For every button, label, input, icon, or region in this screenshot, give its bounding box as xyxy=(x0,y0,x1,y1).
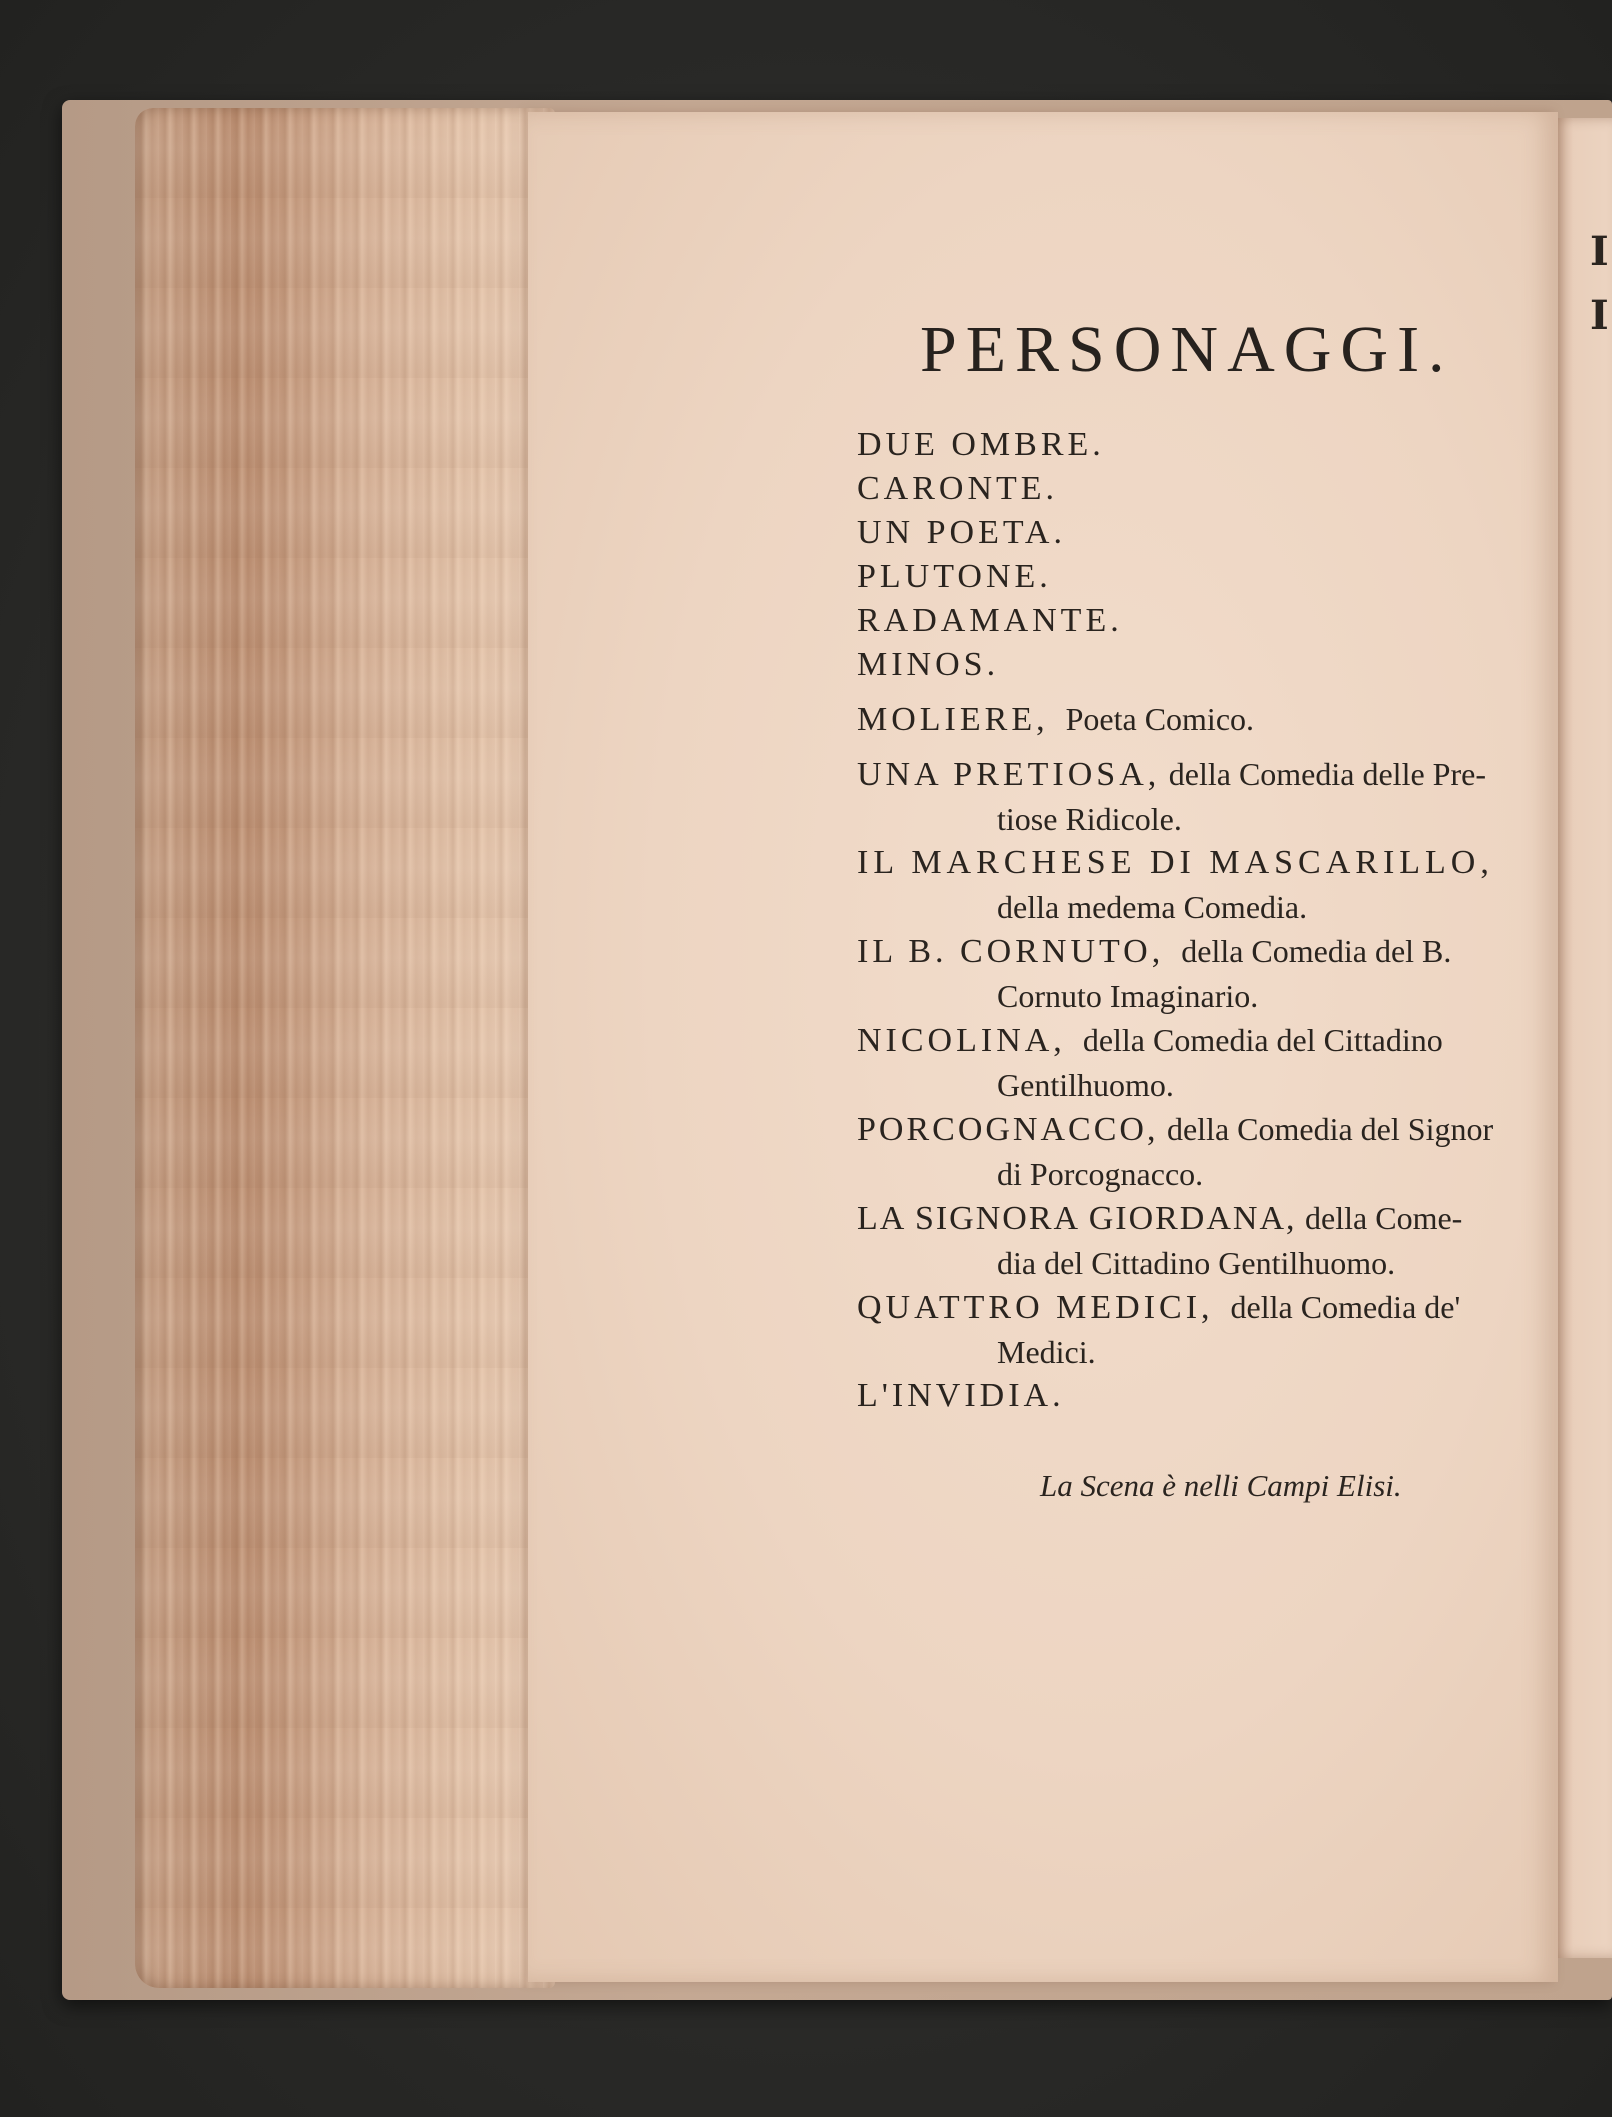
list-item xyxy=(857,643,1557,687)
role-name: LA SIGNORA GIORDANA, xyxy=(857,1200,1297,1237)
list-item xyxy=(857,929,1557,1018)
facing-page-glyph: I xyxy=(1590,292,1609,339)
list-item xyxy=(857,555,1557,599)
role-description-continued: Cornuto Imaginario. xyxy=(997,978,1259,1014)
role-name: MOLIERE, xyxy=(857,701,1049,738)
role-description: Poeta Comico. xyxy=(1065,701,1255,737)
role-description-continued: di Porcognacco. xyxy=(997,1156,1204,1192)
role-description: della Comedia de' xyxy=(1230,1289,1461,1325)
role-name: CARONTE. xyxy=(857,470,1059,507)
role-description-continued: Gentilhuomo. xyxy=(997,1067,1174,1103)
role-description: della Comedia delle Pre- xyxy=(1168,756,1486,792)
scene-note: La Scena è nelli Campi Elisi. xyxy=(1040,1468,1402,1503)
role-name: QUATTRO MEDICI, xyxy=(857,1289,1214,1326)
list-item xyxy=(857,841,1557,929)
role-description-continued: tiose Ridicole. xyxy=(997,801,1182,837)
cast-list xyxy=(857,423,1557,1418)
role-description: della Come- xyxy=(1305,1200,1463,1236)
role-name: IL MARCHESE DI MASCARILLO, xyxy=(857,844,1494,881)
role-name: MINOS. xyxy=(857,646,1000,683)
role-name: L'INVIDIA. xyxy=(857,1377,1065,1414)
role-name: RADAMANTE. xyxy=(857,602,1123,639)
list-item xyxy=(857,423,1557,467)
role-name: PORCOGNACCO, xyxy=(857,1111,1159,1148)
role-name: IL B. CORNUTO, xyxy=(857,933,1165,970)
role-description: della Comedia del Signor xyxy=(1166,1111,1494,1147)
role-name: NICOLINA, xyxy=(857,1022,1066,1059)
list-item xyxy=(857,752,1557,841)
list-item xyxy=(857,1107,1557,1196)
list-item xyxy=(857,467,1557,511)
list-item xyxy=(857,697,1557,742)
list-item xyxy=(857,1018,1557,1107)
page-edges xyxy=(135,108,555,1988)
list-item xyxy=(857,1196,1557,1285)
list-item xyxy=(857,1285,1557,1374)
role-description-continued: Medici. xyxy=(997,1334,1096,1370)
page-title: PERSONAGGI. xyxy=(920,313,1454,386)
facing-page xyxy=(1552,118,1612,1958)
role-description-continued: dia del Cittadino Gentilhuomo. xyxy=(997,1245,1396,1281)
list-item xyxy=(857,1374,1557,1418)
list-item xyxy=(857,599,1557,643)
role-description: della Comedia del Cittadino xyxy=(1082,1022,1443,1058)
role-description: della Comedia del B. xyxy=(1181,933,1452,969)
role-name: UNA PRETIOSA, xyxy=(857,756,1161,793)
facing-page-glyph: I xyxy=(1590,228,1609,275)
list-item xyxy=(857,511,1557,555)
role-name: UN POETA. xyxy=(857,514,1066,551)
role-name: DUE OMBRE. xyxy=(857,426,1105,463)
role-description-continued: della medema Comedia. xyxy=(997,889,1308,925)
role-name: PLUTONE. xyxy=(857,558,1052,595)
